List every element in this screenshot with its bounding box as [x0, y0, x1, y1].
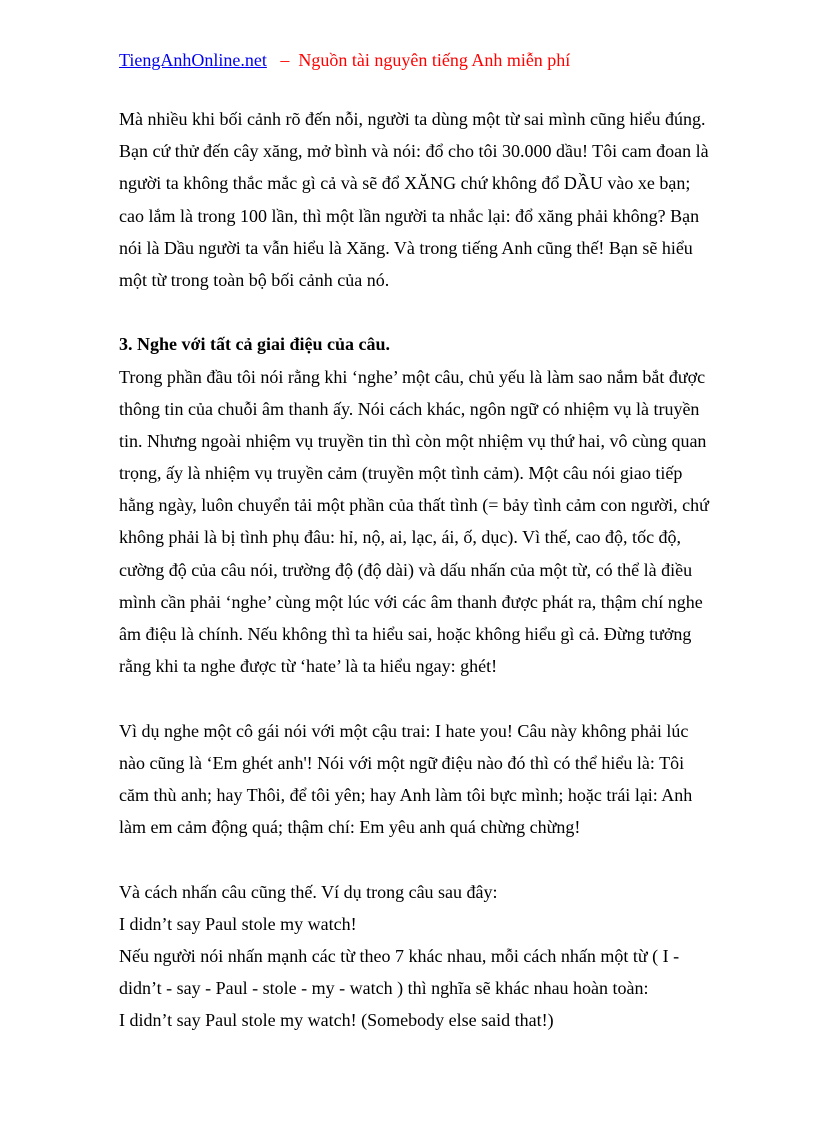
stress-paragraph [119, 876, 719, 1037]
page-header [119, 50, 570, 71]
text-line: tin. Nhưng ngoài nhiệm vụ truyền tin thì còn một nhiệm vụ thứ hai, vô cùng quan [119, 430, 707, 451]
text-line: Trong phần đầu tôi nói rằng khi ‘nghe’ một câu, chủ yếu là làm sao nắm bắt được [119, 366, 706, 387]
text-line: một từ trong toàn bộ bối cảnh của nó. [119, 269, 390, 290]
text-line: Bạn cứ thử đến cây xăng, mở bình và nói: đổ cho tôi 30.000 dầu! Tôi cam đoan là [119, 141, 709, 162]
site-link[interactable]: TiengAnhOnline.net [119, 50, 267, 70]
text-line: người ta không thắc mắc gì cả và sẽ đổ XĂNG chứ không đổ DẦU vào xe bạn; [119, 173, 691, 194]
text-line: trọng, ấy là nhiệm vụ truyền cảm (truyền một tình cảm). Một câu nói giao tiếp [119, 463, 683, 484]
text-line: I didn’t say Paul stole my watch! (Somebody else said that!) [119, 1010, 554, 1031]
text-line: Vì dụ nghe một cô gái nói với một cậu trai: I hate you! Câu này không phải lúc [119, 720, 689, 741]
intro-paragraph [119, 103, 719, 296]
example-paragraph [119, 715, 719, 844]
text-line: mình cần phải ‘nghe’ cùng một lúc với các âm thanh được phát ra, thậm chí nghe [119, 591, 703, 612]
text-line: làm em cảm động quá; thậm chí: Em yêu anh quá chừng chừng! [119, 817, 581, 838]
paragraph-spacer [119, 843, 719, 875]
text-line: didn’t - say - Paul - stole - my - watch ) thì nghĩa sẽ khác nhau hoàn toàn: [119, 978, 649, 999]
text-line: rằng khi ta nghe được từ ‘hate’ là ta hiểu ngay: ghét! [119, 656, 498, 677]
article-body [119, 103, 719, 1036]
text-line: Mà nhiều khi bối cảnh rõ đến nỗi, người ta dùng một từ sai mình cũng hiểu đúng. [119, 109, 706, 129]
header-tagline: Nguồn tài nguyên tiếng Anh miễn phí [298, 50, 571, 70]
text-line: thông tin của chuỗi âm thanh ấy. Nói cách khác, ngôn ngữ có nhiệm vụ là truyền [119, 398, 700, 419]
paragraph-spacer [119, 682, 719, 714]
text-line: nào cũng là ‘Em ghét anh'! Nói với một ngữ điệu nào đó thì có thể hiểu là: Tôi [119, 752, 685, 773]
text-line: cao lắm là trong 100 lần, thì một lần người ta nhắc lại: đổ xăng phải không? Bạn [119, 205, 700, 226]
text-line: hằng ngày, luôn chuyển tải một phần của thất tình (= bảy tình cảm con người, chứ [119, 495, 709, 516]
text-line: âm điệu là chính. Nếu không thì ta hiểu sai, hoặc không hiểu gì cả. Đừng tưởng [119, 624, 692, 644]
text-line: nói là Dầu người ta vẫn hiểu là Xăng. Và trong tiếng Anh cũng thế! Bạn sẽ hiểu [119, 237, 693, 258]
text-line: I didn’t say Paul stole my watch! [119, 913, 357, 934]
text-line: Nếu người nói nhấn mạnh các từ theo 7 khác nhau, mỗi cách nhấn một từ ( I - [119, 945, 680, 966]
section-heading: 3. Nghe với tất cả giai điệu của câu. [119, 334, 390, 355]
header-separator: – [280, 50, 290, 70]
text-line: cường độ của câu nói, trường độ (độ dài) và dấu nhấn của một từ, có thể là điều [119, 559, 693, 580]
text-line: căm thù anh; hay Thôi, để tôi yên; hay Anh làm tôi bực mình; hoặc trái lại: Anh [119, 784, 693, 805]
text-line: không phải là bị tình phụ đâu: hỉ, nộ, ai, lạc, ái, ố, dục). Vì thế, cao độ, tốc độ, [119, 527, 682, 548]
paragraph-spacer [119, 296, 719, 328]
text-line: Và cách nhấn câu cũng thế. Ví dụ trong câu sau đây: [119, 881, 498, 902]
section-paragraph [119, 361, 719, 683]
